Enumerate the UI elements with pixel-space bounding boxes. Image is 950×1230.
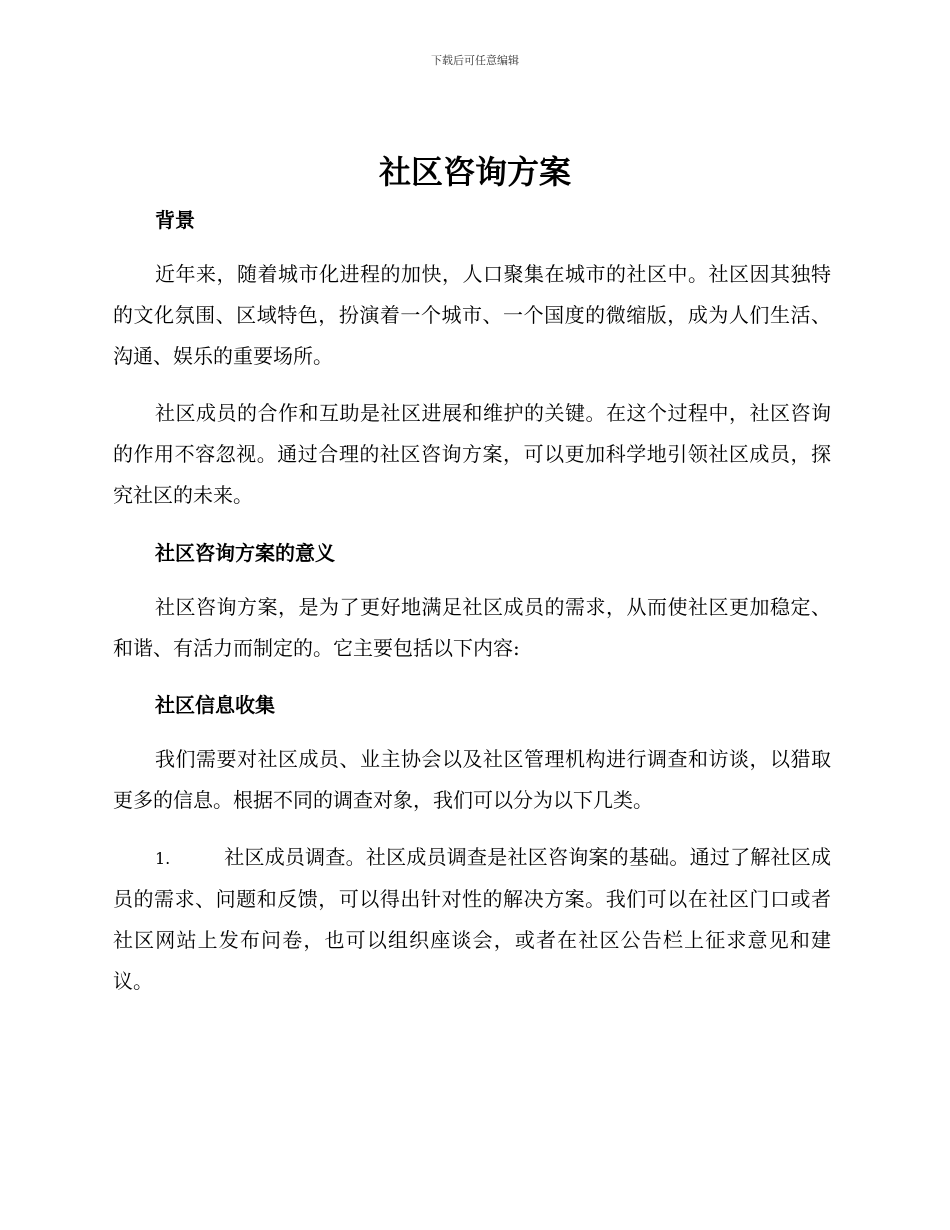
list-item-text: 社区成员调查。社区成员调查是社区咨询案的基础。通过了解社区成员的需求、问题和反馈，可以得出针对性的解决方案。我们可以在社区门口或者社区网站上发布问卷，也可以组织座谈会，或者在社区公告栏上征求意见和建议。 (113, 845, 831, 993)
paragraph-meaning-1: 社区咨询方案，是为了更好地满足社区成员的需求，从而使社区更加稳定、和谐、有活力而制定的。它主要包括以下内容: (113, 595, 831, 660)
list-item-number: 1. (155, 849, 171, 868)
paragraph-info-1: 我们需要对社区成员、业主协会以及社区管理机构进行调查和访谈，以猎取更多的信息。根据不同的调查对象，我们可以分为以下几类。 (113, 747, 831, 812)
section-heading-background: 背景 (155, 208, 195, 232)
document-title: 社区咨询方案 (378, 153, 571, 191)
paragraph-background-2: 社区成员的合作和互助是社区进展和维护的关键。在这个过程中，社区咨询的作用不容忽视。通过合理的社区咨询方案，可以更加科学地引领社区成员，探究社区的未来。 (113, 401, 831, 507)
list-item (113, 837, 831, 1002)
paragraph-background-1: 近年来，随着城市化进程的加快，人口聚集在城市的社区中。社区因其独特的文化氛围、区域特色，扮演着一个城市、一个国度的微缩版，成为人们生活、沟通、娱乐的重要场所。 (113, 262, 831, 368)
page-header: 下载后可任意编辑 (431, 54, 519, 67)
section-heading-info: 社区信息收集 (155, 693, 275, 717)
section-heading-meaning: 社区咨询方案的意义 (155, 541, 335, 565)
